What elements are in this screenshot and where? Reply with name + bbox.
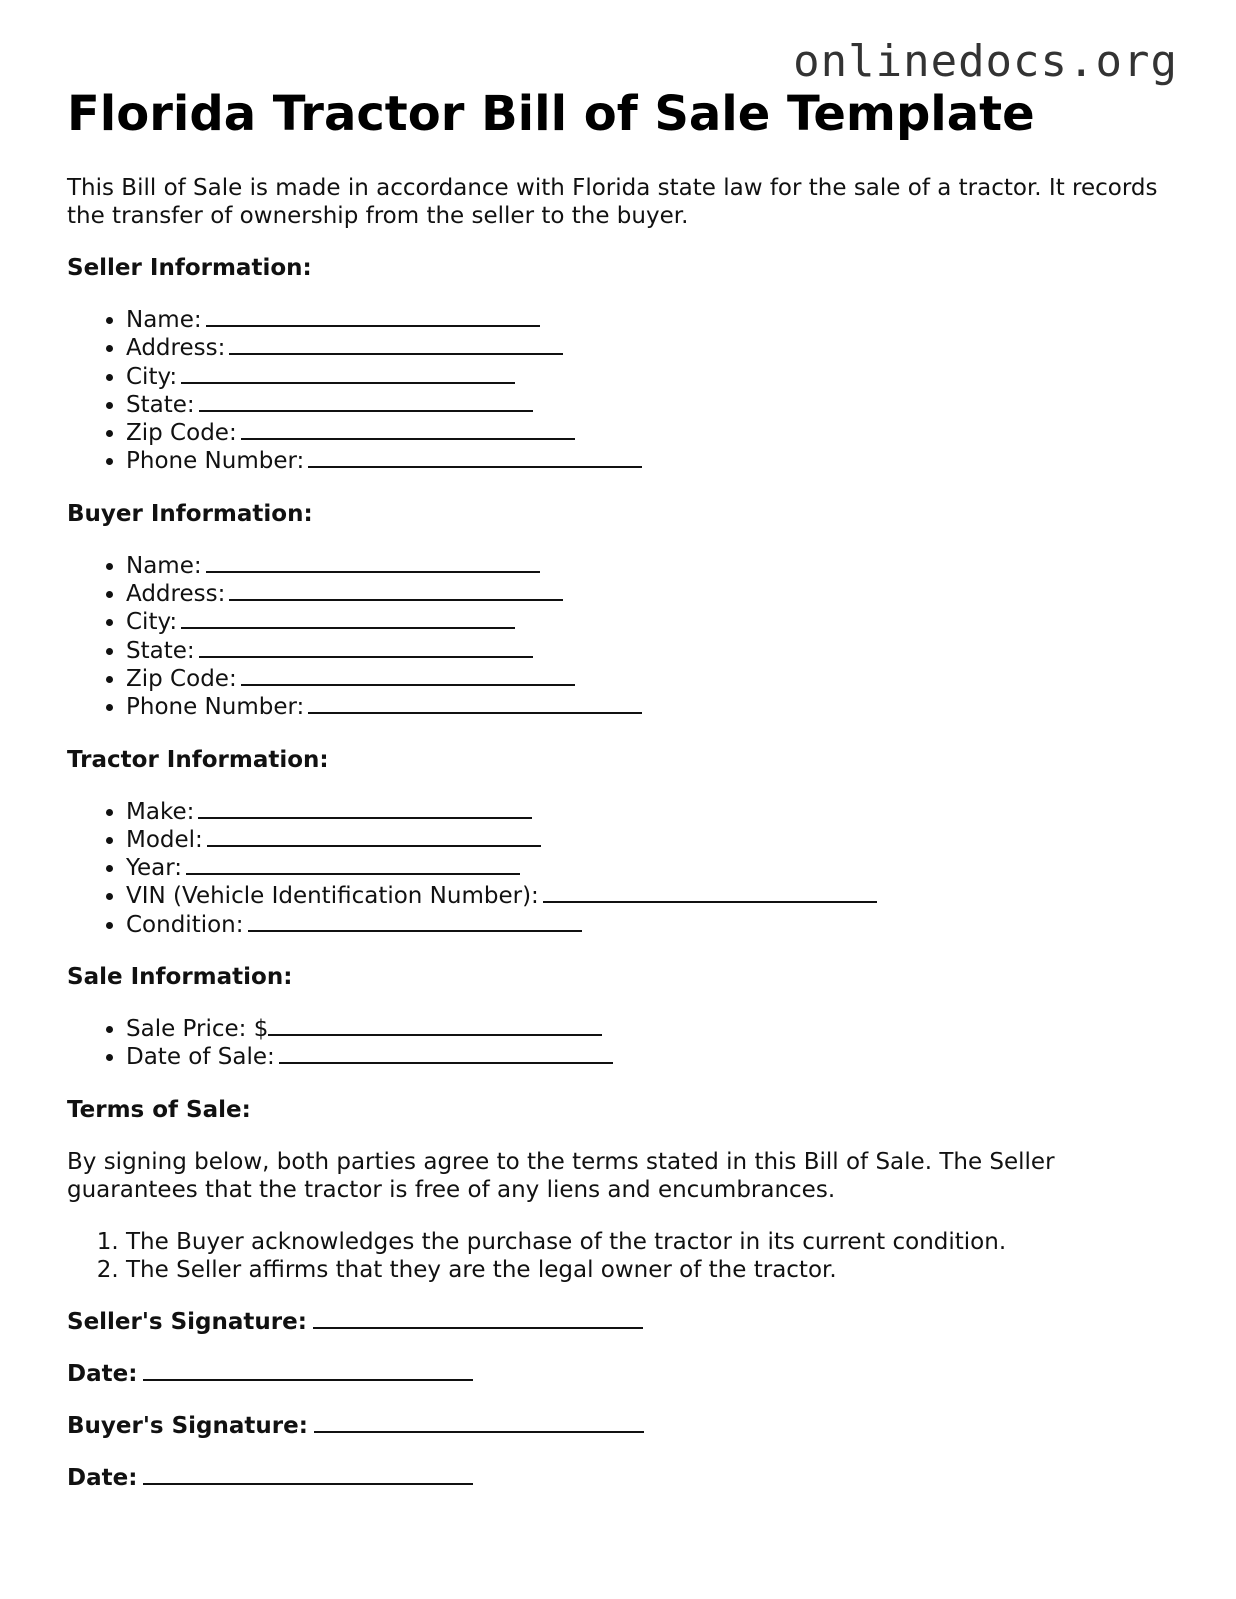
tractor-condition-blank[interactable] xyxy=(248,912,582,932)
list-item xyxy=(126,552,1177,580)
buyer-phone-blank[interactable] xyxy=(308,694,642,714)
list-item xyxy=(126,854,1177,882)
seller-signature-label: Seller's Signature: xyxy=(67,1309,307,1336)
list-item xyxy=(126,665,1177,693)
list-item xyxy=(126,608,1177,636)
tractor-make-blank[interactable] xyxy=(198,799,532,819)
intro-paragraph: This Bill of Sale is made in accordance with Florida state law for the sale of a tractor. It records the transfer of ownership from the seller to the buyer. xyxy=(67,175,1158,229)
sale-field-list xyxy=(67,1015,1177,1072)
field-label: Address: xyxy=(126,581,226,608)
field-label: VIN (Vehicle Identification Number): xyxy=(126,883,539,910)
watermark: onlinedocs.org xyxy=(793,36,1178,87)
seller-city-blank[interactable] xyxy=(181,364,515,384)
field-label: State: xyxy=(126,637,195,664)
buyer-address-blank[interactable] xyxy=(229,581,563,601)
seller-signature-blank[interactable] xyxy=(313,1309,643,1329)
seller-signature-line xyxy=(67,1308,1177,1336)
field-label: Date of Sale: xyxy=(126,1044,275,1071)
list-item xyxy=(126,391,1177,419)
field-label: Phone Number: xyxy=(126,448,305,475)
list-item xyxy=(126,447,1177,475)
seller-date-label: Date: xyxy=(67,1361,138,1388)
field-label: Model: xyxy=(126,826,203,853)
seller-state-blank[interactable] xyxy=(199,392,533,412)
field-label: Address: xyxy=(126,335,226,362)
field-label: Zip Code: xyxy=(126,665,237,692)
terms-paragraph: By signing below, both parties agree to the terms stated in this Bill of Sale. The Seller guarantees that the tractor is free of any liens and encumbrances. xyxy=(67,1148,1055,1203)
document-page xyxy=(67,84,1177,1516)
field-label: Phone Number: xyxy=(126,694,305,721)
seller-date-line xyxy=(67,1360,1177,1388)
list-item xyxy=(126,363,1177,391)
list-item xyxy=(126,882,1177,910)
seller-date-blank[interactable] xyxy=(143,1361,473,1381)
field-label: Name: xyxy=(126,552,202,579)
buyer-state-blank[interactable] xyxy=(199,638,533,658)
sale-date-blank[interactable] xyxy=(279,1044,613,1064)
list-item xyxy=(126,306,1177,334)
seller-name-blank[interactable] xyxy=(206,307,540,327)
buyer-city-blank[interactable] xyxy=(181,609,515,629)
sale-price-blank[interactable] xyxy=(268,1016,602,1036)
seller-phone-blank[interactable] xyxy=(308,448,642,468)
list-item xyxy=(126,1015,1177,1043)
list-item xyxy=(126,1043,1177,1071)
field-label: Condition: xyxy=(126,911,244,938)
tractor-vin-blank[interactable] xyxy=(543,883,877,903)
buyer-heading: Buyer Information: xyxy=(67,500,313,527)
field-label: City: xyxy=(126,363,178,390)
list-item xyxy=(126,334,1177,362)
list-item xyxy=(126,826,1177,854)
list-item xyxy=(126,798,1177,826)
buyer-signature-blank[interactable] xyxy=(314,1413,644,1433)
list-item xyxy=(126,693,1177,721)
terms-list xyxy=(67,1228,1177,1285)
seller-zip-blank[interactable] xyxy=(241,420,575,440)
buyer-field-list xyxy=(67,552,1177,722)
tractor-field-list xyxy=(67,798,1177,939)
buyer-signature-label: Buyer's Signature: xyxy=(67,1413,308,1440)
list-item: 1. The Buyer acknowledges the purchase of the tractor in its current condition. xyxy=(126,1228,1177,1256)
buyer-name-blank[interactable] xyxy=(206,553,540,573)
field-label: State: xyxy=(126,391,195,418)
seller-field-list xyxy=(67,306,1177,476)
list-item xyxy=(126,911,1177,939)
list-item: 2. The Seller affirms that they are the legal owner of the tractor. xyxy=(126,1256,1177,1284)
seller-address-blank[interactable] xyxy=(229,335,563,355)
sale-heading: Sale Information: xyxy=(67,964,293,991)
buyer-date-blank[interactable] xyxy=(143,1465,473,1485)
list-item xyxy=(126,580,1177,608)
tractor-year-blank[interactable] xyxy=(186,855,520,875)
seller-heading: Seller Information: xyxy=(67,255,312,281)
field-label: Make: xyxy=(126,798,195,825)
page-title: Florida Tractor Bill of Sale Template xyxy=(67,86,1035,142)
field-label: Sale Price: $ xyxy=(126,1016,269,1043)
buyer-signature-line xyxy=(67,1412,1177,1440)
list-item xyxy=(126,637,1177,665)
terms-heading: Terms of Sale: xyxy=(67,1096,251,1123)
field-label: Name: xyxy=(126,307,202,333)
field-label: City: xyxy=(126,609,178,636)
buyer-date-line xyxy=(67,1464,1177,1492)
field-label: Zip Code: xyxy=(126,420,237,447)
tractor-model-blank[interactable] xyxy=(207,827,541,847)
field-label: Year: xyxy=(126,855,183,882)
buyer-date-label: Date: xyxy=(67,1465,138,1492)
tractor-heading: Tractor Information: xyxy=(67,746,329,773)
buyer-zip-blank[interactable] xyxy=(241,666,575,686)
list-item xyxy=(126,419,1177,447)
